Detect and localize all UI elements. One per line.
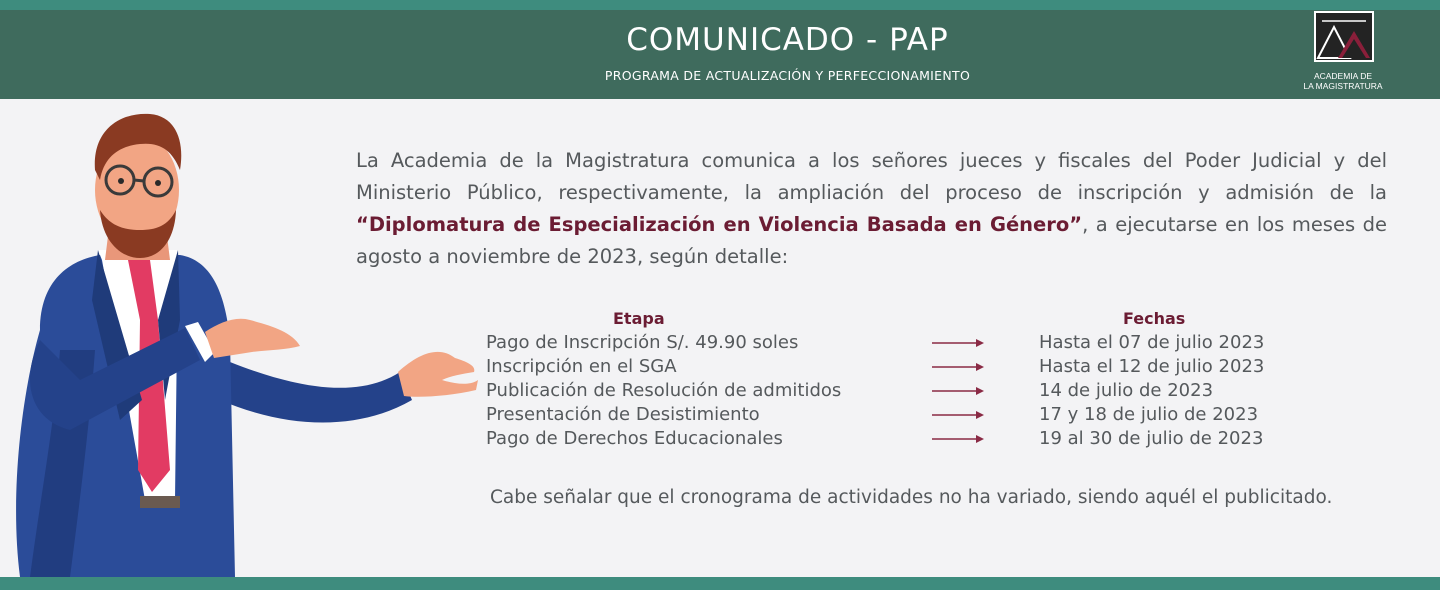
bottom-stripe <box>0 577 1440 590</box>
column-header-dates: Fechas <box>1123 309 1186 328</box>
column-header-stage: Etapa <box>613 309 665 328</box>
intro-paragraph <box>356 145 1387 273</box>
right-arrow-icon <box>932 433 984 445</box>
stage-date: 14 de julio de 2023 <box>1039 380 1214 401</box>
schedule-row <box>486 355 1346 379</box>
schedule-row <box>486 427 1346 451</box>
right-arrow-icon <box>932 385 984 397</box>
stage-label: Publicación de Resolución de admitidos <box>486 380 842 401</box>
schedule-table <box>486 331 1346 451</box>
stage-label: Inscripción en el SGA <box>486 356 677 377</box>
course-name: “Diplomatura de Especialización en Violencia Basada en Género” <box>356 213 1083 236</box>
stage-date: 19 al 30 de julio de 2023 <box>1039 428 1264 449</box>
closing-note: Cabe señalar que el cronograma de actividades no ha variado, siendo aquél el publicitado. <box>490 487 1333 508</box>
header-banner <box>0 10 1440 99</box>
schedule-row <box>486 331 1346 355</box>
logo-text-line1: ACADEMIA DE <box>1313 71 1373 81</box>
page-subtitle: PROGRAMA DE ACTUALIZACIÓN Y PERFECCIONAMIENTO <box>604 68 971 83</box>
intro-lead: La Academia de la Magistratura comunica a los señores jueces y fiscales del Poder Judicial y del Ministerio Público, respectivamente, la ampliación del proceso de inscripción y admisión de la <box>356 149 1387 204</box>
schedule-row <box>486 379 1346 403</box>
top-stripe <box>0 0 1440 10</box>
stage-label: Pago de Derechos Educacionales <box>486 428 783 449</box>
right-arrow-icon <box>932 361 984 373</box>
right-arrow-icon <box>932 337 984 349</box>
stage-label: Presentación de Desistimiento <box>486 404 760 425</box>
stage-date: Hasta el 12 de julio 2023 <box>1039 356 1265 377</box>
intro-tail: , a ejecutarse en los meses de agosto a noviembre de 2023, según detalle: <box>356 213 1387 268</box>
academia-triangles-logo-icon <box>1314 11 1374 62</box>
logo-text <box>1300 71 1386 91</box>
stage-label: Pago de Inscripción S/. 49.90 soles <box>486 332 799 353</box>
stage-date: Hasta el 07 de julio 2023 <box>1039 332 1265 353</box>
right-arrow-icon <box>932 409 984 421</box>
schedule-row <box>486 403 1346 427</box>
academia-logo <box>1300 10 1386 99</box>
page-title: COMUNICADO - PAP <box>626 22 949 58</box>
stage-date: 17 y 18 de julio de 2023 <box>1039 404 1259 425</box>
logo-text-line2: LA MAGISTRATURA <box>1303 81 1383 91</box>
